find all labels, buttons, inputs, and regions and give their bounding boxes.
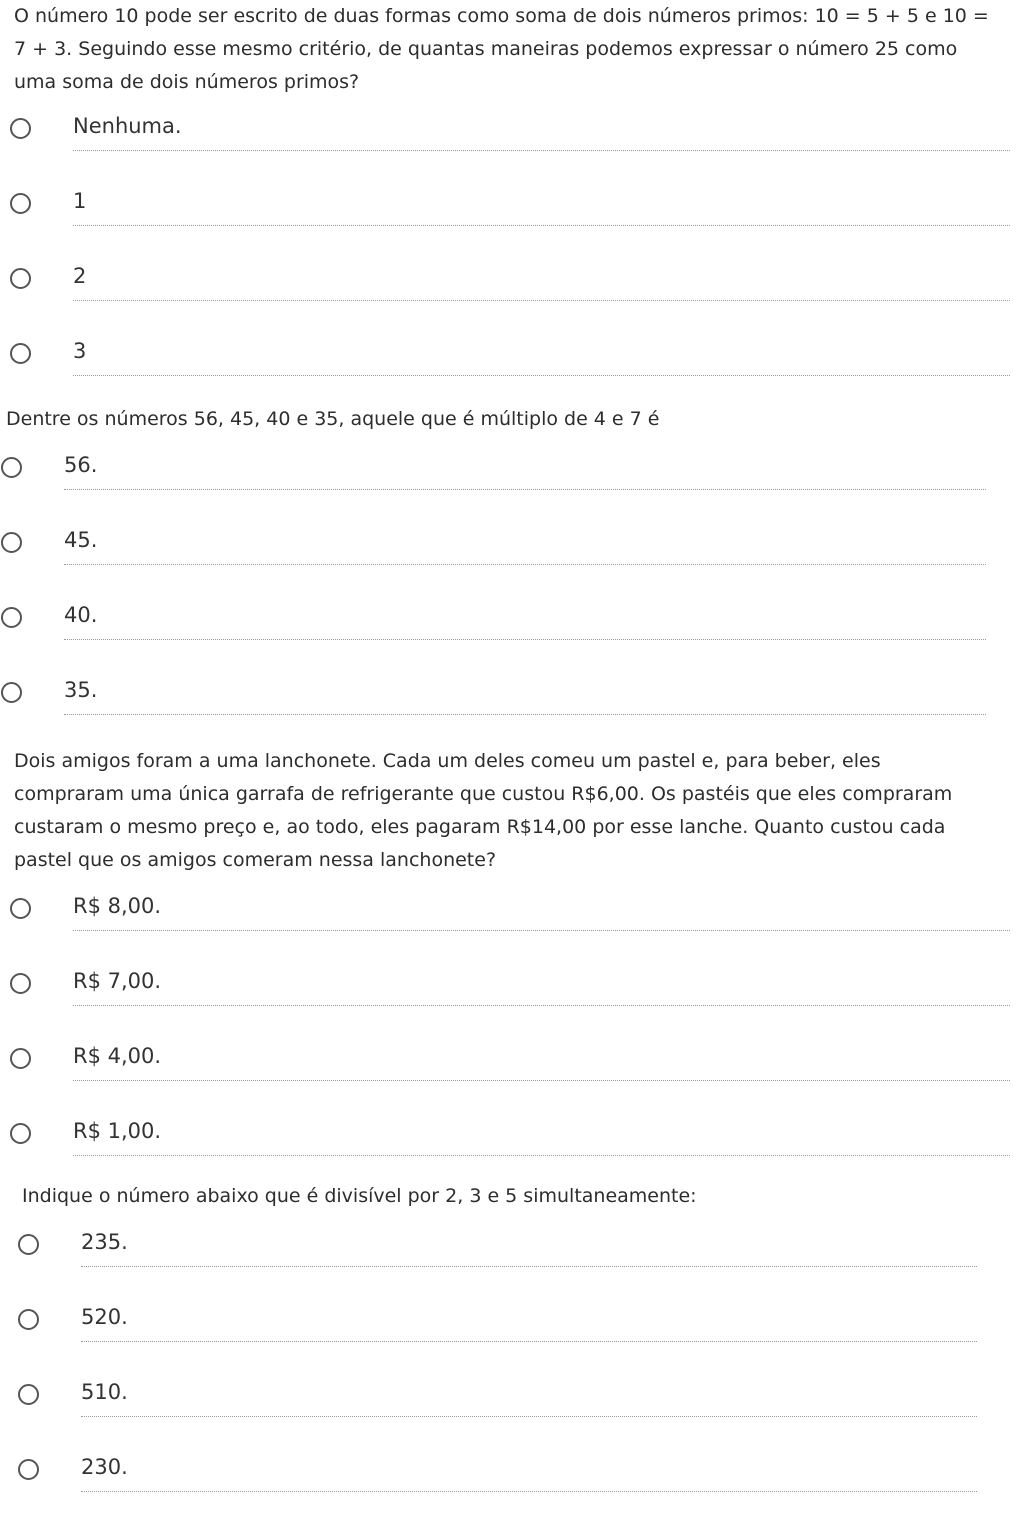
question-2-option-d[interactable]: [6, 671, 986, 746]
question-1-option-b[interactable]: [14, 182, 1004, 257]
question-2: [6, 403, 986, 746]
option-divider: [73, 225, 1010, 226]
radio-button[interactable]: [10, 193, 31, 214]
option-divider: [73, 375, 1010, 376]
question-4-option-b[interactable]: [22, 1298, 977, 1373]
radio-button[interactable]: [18, 1459, 39, 1480]
option-label[interactable]: 35.: [64, 678, 98, 702]
option-label[interactable]: R$ 4,00.: [73, 1044, 162, 1068]
question-3-text: Dois amigos foram a uma lanchonete. Cada um deles comeu um pastel e, para beber, eles compraram uma única garrafa de refrigerante que custou R$6,00. Os pastéis que eles compraram custaram o mesmo preço e, ao todo, eles pagaram R$14,00 por esse lanche. Quanto custou cada pastel que os amigos comeram nessa lanchonete?: [14, 750, 953, 871]
radio-button[interactable]: [1, 532, 22, 553]
option-divider: [73, 300, 1010, 301]
option-divider: [64, 714, 986, 715]
radio-button[interactable]: [1, 682, 22, 703]
radio-button[interactable]: [1, 457, 22, 478]
option-label[interactable]: Nenhuma.: [73, 114, 182, 138]
radio-button[interactable]: [10, 268, 31, 289]
radio-button[interactable]: [10, 343, 31, 364]
option-label[interactable]: 56.: [64, 453, 98, 477]
radio-button[interactable]: [10, 973, 31, 994]
option-divider: [81, 1416, 977, 1417]
radio-button[interactable]: [10, 1048, 31, 1069]
option-label[interactable]: R$ 8,00.: [73, 894, 162, 918]
question-4: [22, 1180, 977, 1523]
radio-button[interactable]: [10, 118, 31, 139]
question-1-option-a[interactable]: [14, 107, 1004, 182]
option-label[interactable]: 510.: [81, 1380, 128, 1404]
radio-button[interactable]: [18, 1384, 39, 1405]
option-divider: [81, 1341, 977, 1342]
question-3-option-d[interactable]: [14, 1112, 1004, 1187]
question-2-options: [6, 446, 986, 746]
option-divider: [73, 930, 1010, 931]
question-1-options: [14, 107, 1004, 407]
radio-button[interactable]: [1, 607, 22, 628]
question-2-option-b[interactable]: [6, 521, 986, 596]
option-divider: [73, 1155, 1010, 1156]
question-1-option-d[interactable]: [14, 332, 1004, 407]
question-3-option-a[interactable]: [14, 887, 1004, 962]
question-1: [14, 0, 1004, 407]
question-1-option-c[interactable]: [14, 257, 1004, 332]
question-3-option-b[interactable]: [14, 962, 1004, 1037]
option-divider: [81, 1266, 977, 1267]
question-4-option-d[interactable]: [22, 1448, 977, 1523]
option-label[interactable]: R$ 1,00.: [73, 1119, 162, 1143]
option-label[interactable]: 230.: [81, 1455, 128, 1479]
question-3: [14, 745, 1004, 1187]
option-label[interactable]: 3: [73, 339, 87, 363]
question-2-option-a[interactable]: [6, 446, 986, 521]
radio-button[interactable]: [18, 1309, 39, 1330]
option-divider: [73, 1005, 1010, 1006]
option-label[interactable]: 45.: [64, 528, 98, 552]
option-label[interactable]: 2: [73, 264, 87, 288]
option-divider: [64, 564, 986, 565]
question-2-text: Dentre os números 56, 45, 40 e 35, aquele que é múltiplo de 4 e 7 é: [6, 408, 660, 430]
question-3-options: [14, 887, 1004, 1187]
question-2-option-c[interactable]: [6, 596, 986, 671]
question-3-option-c[interactable]: [14, 1037, 1004, 1112]
radio-button[interactable]: [10, 898, 31, 919]
option-label[interactable]: 1: [73, 189, 87, 213]
question-4-text: Indique o número abaixo que é divisível por 2, 3 e 5 simultaneamente:: [22, 1185, 697, 1207]
option-divider: [73, 1080, 1010, 1081]
option-label[interactable]: R$ 7,00.: [73, 969, 162, 993]
question-4-options: [22, 1223, 977, 1523]
radio-button[interactable]: [18, 1234, 39, 1255]
radio-button[interactable]: [10, 1123, 31, 1144]
question-1-text: O número 10 pode ser escrito de duas formas como soma de dois números primos: 10 = 5 + 5 e 10 = 7 + 3. Seguindo esse mesmo critério, de quantas maneiras podemos expressar o número 25 como uma soma de dois números primos?: [14, 5, 989, 93]
option-divider: [81, 1491, 977, 1492]
option-label[interactable]: 40.: [64, 603, 98, 627]
question-4-option-c[interactable]: [22, 1373, 977, 1448]
option-label[interactable]: 235.: [81, 1230, 128, 1254]
question-4-option-a[interactable]: [22, 1223, 977, 1298]
option-divider: [64, 639, 986, 640]
option-divider: [73, 150, 1010, 151]
option-divider: [64, 489, 986, 490]
option-label[interactable]: 520.: [81, 1305, 128, 1329]
